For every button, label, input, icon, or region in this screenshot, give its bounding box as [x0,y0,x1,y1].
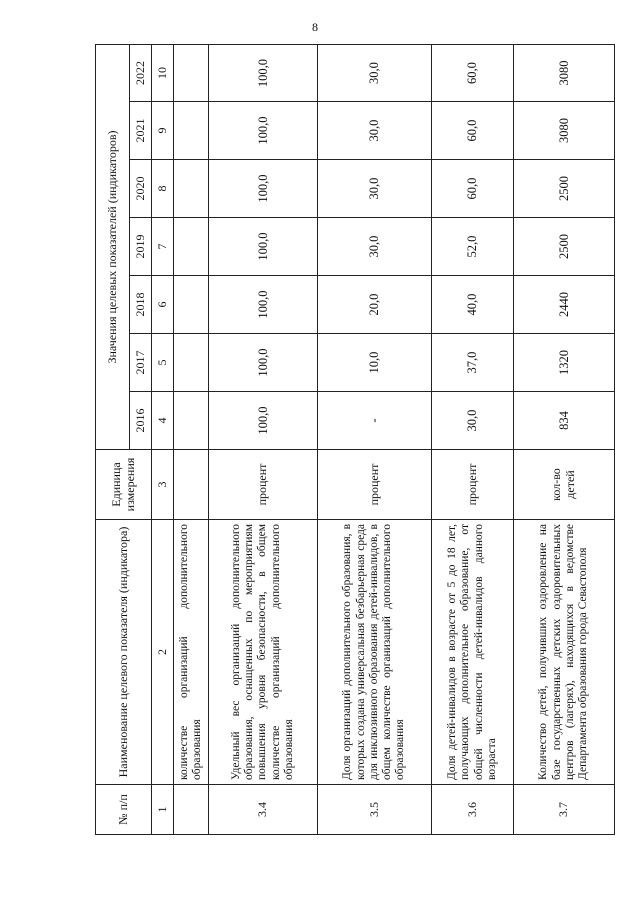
row-value: 100,0 [209,218,317,276]
table-row [317,45,432,835]
row-unit [174,450,209,520]
row-value [174,45,209,102]
row-value: 1320 [513,334,614,392]
row-value: 60,0 [432,45,513,102]
year-2017: 2017 [130,334,152,392]
row-value: 100,0 [209,45,317,102]
row-value [174,334,209,392]
row-unit: процент [317,450,432,520]
table-row [174,45,209,835]
row-value: 100,0 [209,392,317,450]
row-value: 20,0 [317,276,432,334]
index-cell: 9 [152,102,174,160]
row-value: 30,0 [317,218,432,276]
row-value: 2440 [513,276,614,334]
row-value: - [317,392,432,450]
row-value: 30,0 [432,392,513,450]
table-row [209,45,317,835]
page-number: 8 [312,20,318,34]
row-value: 3080 [513,102,614,160]
row-value: 30,0 [317,102,432,160]
row-value: 2500 [513,160,614,218]
header-unit: Единица измерения [96,450,152,520]
index-cell: 6 [152,276,174,334]
row-value: 100,0 [209,334,317,392]
row-unit: кол-во детей [513,450,614,520]
table-row [432,45,513,835]
header-name: Наименование целевого показателя (индикатора) [96,520,152,785]
row-unit: процент [432,450,513,520]
row-value: 2500 [513,218,614,276]
row-name: Удельный вес организаций дополнительного образования, оснащенных по мероприятиям повышения уровня безопасности, в общем количестве организаций дополнительного образования [209,520,317,785]
row-value: 60,0 [432,160,513,218]
row-value: 100,0 [209,102,317,160]
row-unit: процент [209,450,317,520]
header-values: Значения целевых показателей (индикаторов) [96,45,130,450]
year-2021: 2021 [130,102,152,160]
row-name: Количество детей, получивших оздоровление на базе государственных детских оздоровительных центров (лагерях), находящихся в ведомстве Департамента образования города Севастополя [513,520,614,785]
indicators-table [95,44,615,835]
row-value [174,392,209,450]
index-cell: 4 [152,392,174,450]
row-num: 3.7 [513,785,614,835]
row-value: 40,0 [432,276,513,334]
year-2019: 2019 [130,218,152,276]
row-value: 100,0 [209,160,317,218]
index-cell: 5 [152,334,174,392]
row-value [174,160,209,218]
row-num [174,785,209,835]
row-value: 3080 [513,45,614,102]
row-value: 30,0 [317,45,432,102]
row-value: 30,0 [317,160,432,218]
row-value [174,276,209,334]
table-row [513,45,614,835]
row-value: 100,0 [209,276,317,334]
row-name: Доля организаций дополнительного образования, в которых создана универсальная безбарьерная среда для инклюзивного образования детей-инвалидов, в общем количестве организаций дополнительного образования [317,520,432,785]
index-cell: 7 [152,218,174,276]
row-value [174,218,209,276]
row-value: 37,0 [432,334,513,392]
year-2020: 2020 [130,160,152,218]
row-num: 3.5 [317,785,432,835]
year-2018: 2018 [130,276,152,334]
row-num: 3.4 [209,785,317,835]
index-cell: 1 [152,785,174,835]
row-value: 60,0 [432,102,513,160]
index-cell: 2 [152,520,174,785]
row-num: 3.6 [432,785,513,835]
row-value: 52,0 [432,218,513,276]
year-2016: 2016 [130,392,152,450]
index-cell: 3 [152,450,174,520]
header-num: № п/п [96,785,152,835]
index-cell: 10 [152,45,174,102]
row-value: 10,0 [317,334,432,392]
row-name: Доля детей-инвалидов в возрасте от 5 до 18 лет, получающих дополнительное образование, от общей численности детей-инвалидов данного возраста [432,520,513,785]
year-2022: 2022 [130,45,152,102]
index-cell: 8 [152,160,174,218]
row-name: количестве организаций дополнительного образования [174,520,209,785]
row-value [174,102,209,160]
row-value: 834 [513,392,614,450]
table-container [95,45,615,835]
